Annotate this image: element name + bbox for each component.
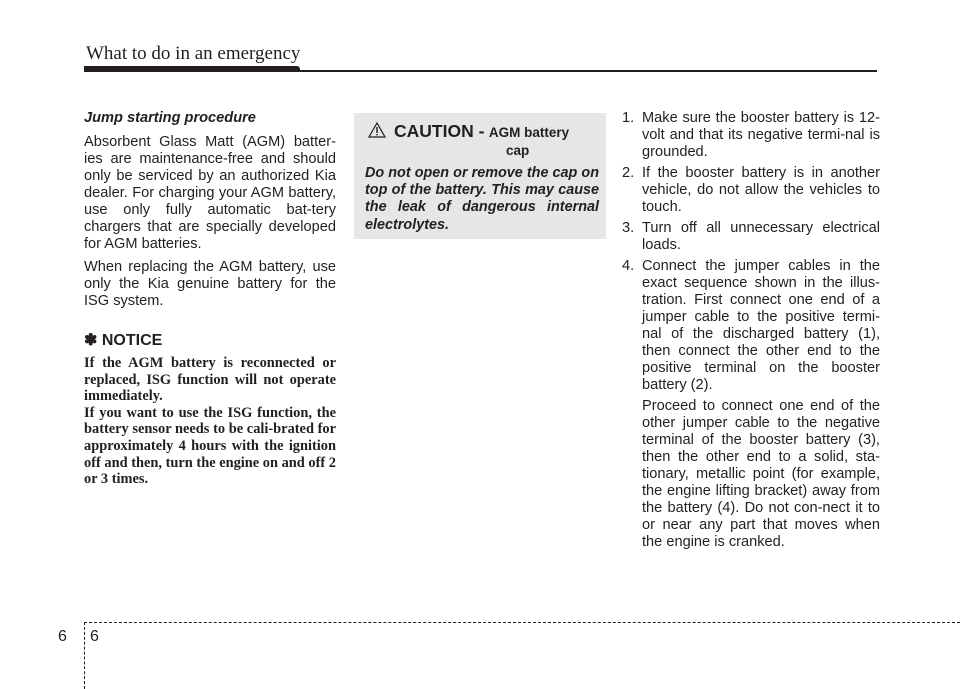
right-column bbox=[622, 110, 880, 551]
caution-subject: AGM battery bbox=[488, 125, 570, 140]
caution-text: Do not open or remove the cap on top of the battery. This may cause the leak of dangerous internal electrolytes. bbox=[365, 165, 599, 233]
footer-vertical-rule bbox=[84, 622, 85, 689]
page-number: 6 bbox=[90, 628, 99, 645]
step-number: 2. bbox=[622, 165, 635, 181]
notice-text-2: If you want to use the ISG function, the battery sensor needs to be cali-brated for approximately 4 hours with the ignition off and then, turn the engine on and off 2 or 3 times. bbox=[84, 404, 336, 488]
warning-triangle-icon bbox=[368, 122, 386, 143]
step-text: If the booster battery is in another vehicle, do not allow the vehicles to touch. bbox=[642, 165, 880, 215]
section-number: 6 bbox=[58, 628, 67, 645]
step-text: Make sure the booster battery is 12-volt and that its negative termi-nal is grounded. bbox=[642, 110, 880, 160]
step-item bbox=[622, 220, 880, 254]
step-number: 4. bbox=[622, 258, 635, 274]
agm-paragraph: Absorbent Glass Matt (AGM) batter-ies are maintenance-free and should only be serviced by an authorized Kia dealer. For charging your AGM battery, use only fully automatic bat-tery chargers that are specially developed for AGM batteries. bbox=[84, 134, 336, 252]
caution-box bbox=[354, 113, 606, 239]
step-4-continuation: Proceed to connect one end of the other jumper cable to the negative terminal of the booster battery (3), then the other end to a solid, sta-tionary, metallic point (for example, the engine lifting bracket) away from the battery (4). Do not con-nect it to or near any part that moves when the engine is cranked. bbox=[642, 398, 880, 550]
step-number: 3. bbox=[622, 220, 635, 236]
section-heading: Jump starting procedure bbox=[84, 110, 256, 126]
replacement-paragraph: When replacing the AGM battery, use only the Kia genuine battery for the ISG system. bbox=[84, 259, 336, 309]
notice-text-1: If the AGM battery is reconnected or replaced, ISG function will not operate immediately. bbox=[84, 355, 336, 405]
step-text: Connect the jumper cables in the exact sequence shown in the illus-tration. First connect one end of a jumper cable to the positive termi-nal of the discharged battery (1), then connect the other end to the positive terminal on the booster battery (2). bbox=[642, 258, 880, 393]
header-rule bbox=[84, 70, 877, 72]
left-column bbox=[84, 110, 336, 488]
caution-subject-cont: cap bbox=[506, 143, 530, 158]
notice-title: ✽ NOTICE bbox=[84, 332, 163, 349]
step-number: 1. bbox=[622, 110, 635, 126]
step-text: Turn off all unnecessary electrical loads. bbox=[642, 220, 880, 253]
page-header-title: What to do in an emergency bbox=[86, 43, 301, 64]
step-item bbox=[622, 258, 880, 394]
caution-heading bbox=[394, 121, 604, 158]
footer-rule bbox=[84, 622, 960, 623]
caution-label: CAUTION - bbox=[394, 121, 485, 141]
step-item bbox=[622, 110, 880, 161]
step-item bbox=[622, 165, 880, 216]
